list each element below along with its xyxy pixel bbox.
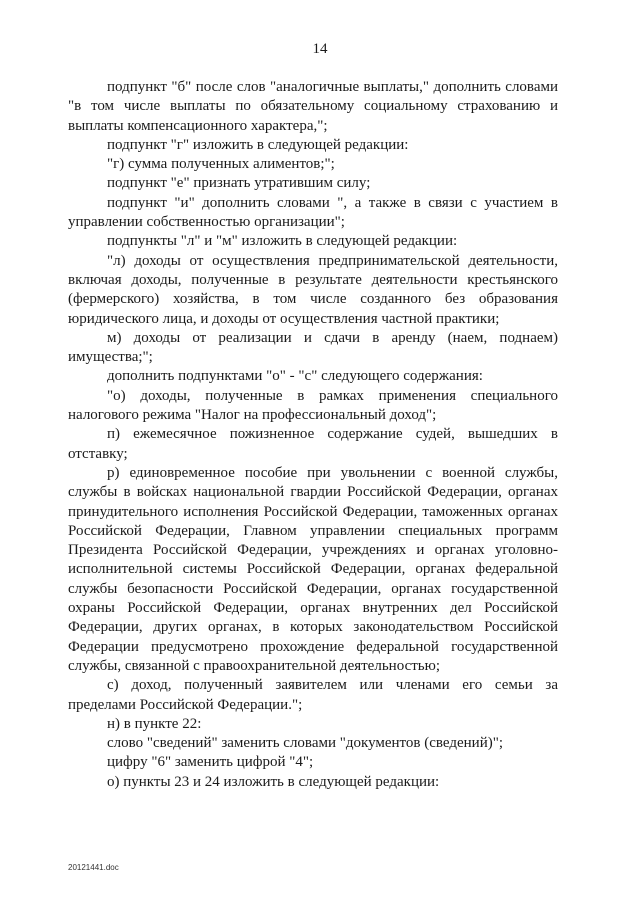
paragraph-o-text: "о) доходы, полученные в рамках применения специального налогового режима "Налог на профессиональный доход";: [68, 387, 558, 424]
paragraph-point-n: н) в пункте 22:: [107, 715, 202, 732]
paragraph-replace-digit: цифру "6" заменить цифрой "4";: [107, 754, 314, 771]
document-body: [68, 78, 558, 792]
paragraph-subpoint-e: подпункт "е" признать утратившим силу;: [107, 175, 371, 192]
paragraph-m-text: м) доходы от реализации и сдачи в аренду (наем, поднаем) имущества;";: [68, 329, 558, 366]
footer-filename: 20121441.doc: [68, 863, 119, 872]
paragraph-r-text: р) единовременное пособие при увольнении с военной службы, службы в войсках национальной гвардии Российской Федерации, органах принудительного исполнения Российской Федерации, таможенных органах Российской Федерации, Главном управлении специальных программ Президента Российской Федерации, учреждениях и органах уголовно-исполнительной системы Российской Федерации, органах федеральной службы безопасности Российской Федерации, органах государственной охраны Российской Федерации, органах внутренних дел Российской Федерации, других органах, в которых законодательством Российской Федерации предусмотрено прохождение федеральной государственной службы, связанной с правоохранительной деятельностью;: [68, 464, 558, 674]
paragraph-replace-svedeniy: слово "сведений" заменить словами "документов (сведений)";: [107, 735, 504, 752]
paragraph-add-o-s: дополнить подпунктами "о" - "с" следующего содержания:: [107, 368, 483, 385]
page-number: 14: [312, 41, 328, 57]
paragraph-p-text: п) ежемесячное пожизненное содержание судей, вышедших в отставку;: [68, 426, 558, 462]
paragraph-g-text: "г) сумма полученных алиментов;";: [107, 156, 335, 173]
paragraph-subpoint-i: подпункт "и" дополнить словами ", а также в связи с участием в управлении собственностью организации";: [68, 194, 558, 231]
paragraph-subpoint-b: подпункт "б" после слов "аналогичные выплаты," дополнить словами "в том числе выплаты по обязательному социальному страхованию и выплаты компенсационного характера,";: [68, 79, 558, 134]
paragraph-subpoint-g: подпункт "г" изложить в следующей редакции:: [107, 136, 409, 153]
paragraph-l-text: "л) доходы от осуществления предпринимательской деятельности, включая доходы, полученные в результате деятельности крестьянского (фермерского) хозяйства, в том числе созданного без образования юридического лица, и доходы от осуществления частной практики;: [68, 252, 558, 327]
paragraph-point-o: о) пункты 23 и 24 изложить в следующей редакции:: [107, 773, 440, 790]
paragraph-s-text: с) доход, полученный заявителем или членами его семьи за пределами Российской Федерации.";: [68, 677, 558, 713]
paragraph-subpoints-l-m: подпункты "л" и "м" изложить в следующей редакции:: [107, 233, 458, 250]
